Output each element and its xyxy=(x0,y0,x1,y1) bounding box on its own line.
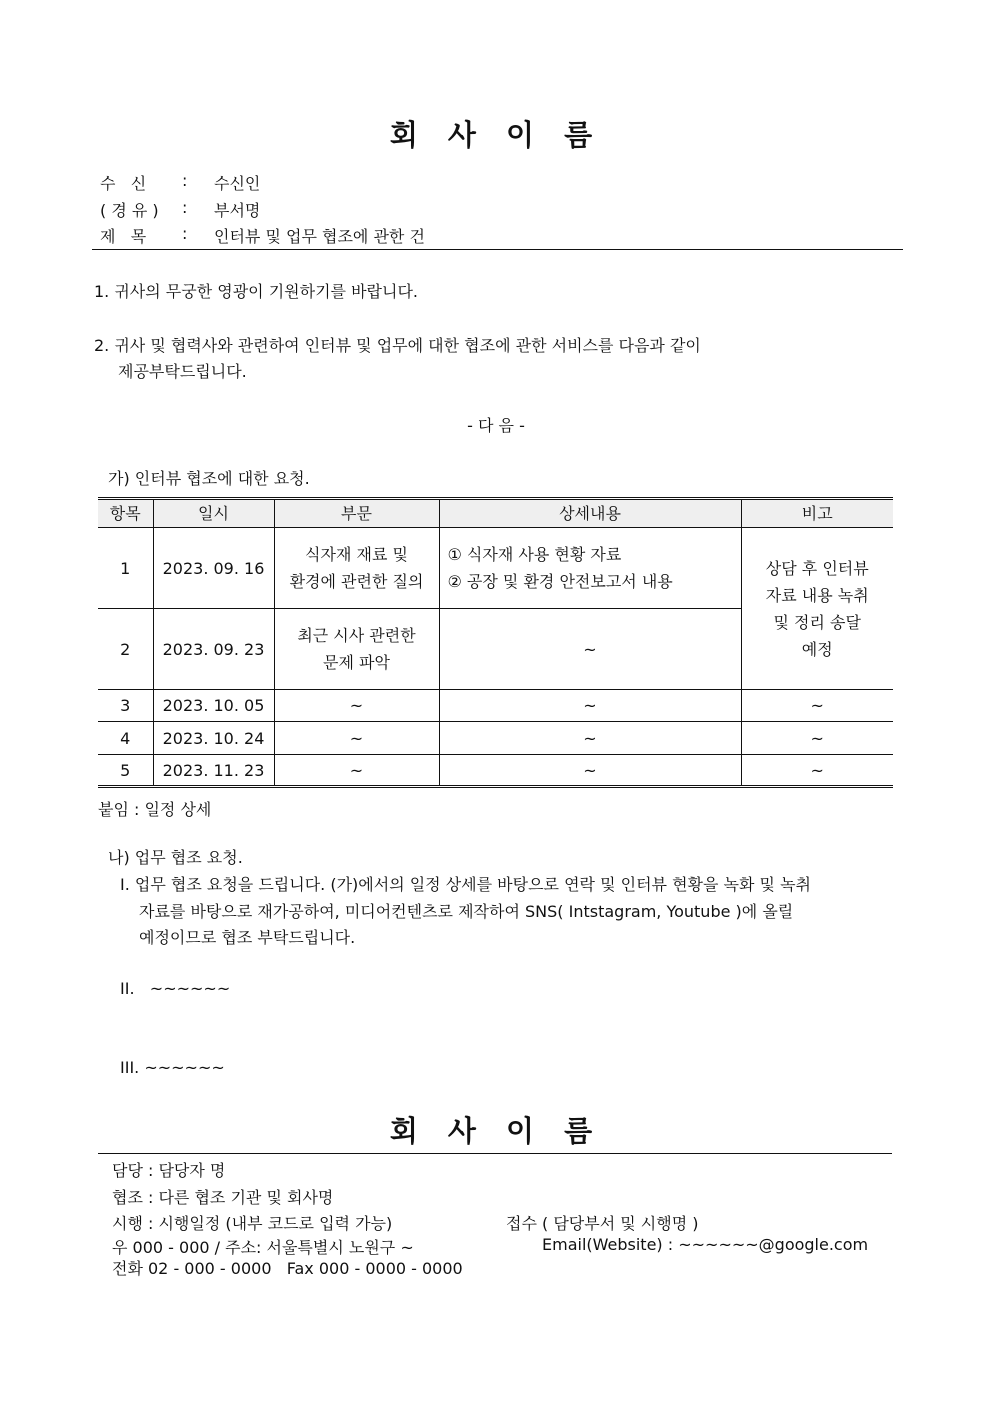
recipient-label: 수 신 xyxy=(100,174,147,193)
row-dept xyxy=(274,609,439,690)
footer-execution: 시행 : 시행일정 (내부 코드로 입력 가능) xyxy=(112,1214,393,1233)
via-label: ( 경 유 ) xyxy=(100,201,159,220)
row-detail-line: ① 식자재 사용 현황 자료 xyxy=(447,545,622,564)
table-row xyxy=(98,690,893,722)
row-date: 2023. 09. 16 xyxy=(153,528,274,609)
header-item: 항목 xyxy=(98,499,153,528)
subject-label: 제 목 xyxy=(100,227,147,246)
row-note: ~ xyxy=(741,690,893,722)
row-detail: ~ xyxy=(439,755,741,787)
item-3: III. ~~~~~~ xyxy=(120,1058,225,1077)
row-date: 2023. 11. 23 xyxy=(153,755,274,787)
row-date: 2023. 10. 24 xyxy=(153,722,274,755)
footer-manager: 담당 : 담당자 명 xyxy=(112,1161,226,1180)
footer-email: Email(Website) : ~~~~~~@google.com xyxy=(542,1235,869,1254)
section-b-title: 나) 업무 협조 요청. xyxy=(108,848,243,867)
item-2: II. ~~~~~~ xyxy=(120,979,231,998)
merged-note xyxy=(741,528,893,690)
footer-divider xyxy=(98,1153,892,1154)
row-dept: ~ xyxy=(274,755,439,787)
via-colon: : xyxy=(182,198,188,217)
row-detail: ~ xyxy=(439,722,741,755)
paragraph-1: 1. 귀사의 무궁한 영광이 기원하기를 바랍니다. xyxy=(94,282,418,301)
row-dept xyxy=(274,528,439,609)
subject-colon: : xyxy=(182,224,188,243)
merged-note-line: 상담 후 인터뷰 xyxy=(765,558,869,578)
row-dept-line: 환경에 관련한 질의 xyxy=(289,572,424,591)
subject-value: 인터뷰 및 업무 협조에 관한 건 xyxy=(214,227,425,246)
row-no: 2 xyxy=(98,609,153,690)
row-no: 3 xyxy=(98,690,153,722)
row-no: 5 xyxy=(98,755,153,787)
row-detail: ~ xyxy=(439,690,741,722)
item-1-line-3: 예정이므로 협조 부탁드립니다. xyxy=(139,928,356,947)
merged-note-line: 예정 xyxy=(801,639,833,659)
footer-reception: 접수 ( 담당부서 및 시행명 ) xyxy=(506,1214,699,1233)
footer-company-name: 회 사 이 름 xyxy=(389,1114,603,1148)
row-dept: ~ xyxy=(274,690,439,722)
page-title: 회 사 이 름 xyxy=(389,118,603,152)
recipient-value: 수신인 xyxy=(214,174,261,193)
row-date: 2023. 09. 23 xyxy=(153,609,274,690)
header-detail: 상세내용 xyxy=(439,499,741,528)
row-dept-line: 최근 시사 관련한 xyxy=(297,626,416,645)
row-note: ~ xyxy=(741,722,893,755)
merged-note-line: 자료 내용 녹취 xyxy=(765,585,869,605)
via-value: 부서명 xyxy=(214,201,261,220)
row-detail xyxy=(439,528,741,609)
header-date: 일시 xyxy=(153,499,274,528)
merged-note-line: 및 정리 송달 xyxy=(773,612,861,632)
table-header-row xyxy=(98,499,893,528)
item-1-line-1: I. 업무 협조 요청을 드립니다. (가)에서의 일정 상세를 바탕으로 연락 및 인터뷰 현황을 녹화 및 녹취 xyxy=(120,875,811,894)
schedule-table xyxy=(98,497,893,788)
footer-address: 우 000 - 000 / 주소: 서울특별시 노원구 ~ xyxy=(112,1238,414,1257)
row-no: 4 xyxy=(98,722,153,755)
paragraph-2-line-2: 제공부탁드립니다. xyxy=(118,362,247,381)
header-dept: 부문 xyxy=(274,499,439,528)
recipient-colon: : xyxy=(182,171,188,190)
header-note: 비고 xyxy=(741,499,893,528)
table-row xyxy=(98,722,893,755)
row-note: ~ xyxy=(741,755,893,787)
row-no: 1 xyxy=(98,528,153,609)
row-dept: ~ xyxy=(274,722,439,755)
section-a-title: 가) 인터뷰 협조에 대한 요청. xyxy=(108,469,310,488)
footer-phone: 전화 02 - 000 - 0000 Fax 000 - 0000 - 0000 xyxy=(112,1259,463,1278)
paragraph-2-line-1: 2. 귀사 및 협력사와 관련하여 인터뷰 및 업무에 대한 협조에 관한 서비스를 다음과 같이 xyxy=(94,336,701,355)
header-divider xyxy=(92,249,903,250)
row-detail: ~ xyxy=(439,609,741,690)
row-dept-line: 문제 파악 xyxy=(323,653,390,672)
table-row xyxy=(98,528,893,609)
row-date: 2023. 10. 05 xyxy=(153,690,274,722)
item-1-line-2: 자료를 바탕으로 재가공하여, 미디어컨텐츠로 제작하여 SNS( Intstagram, Youtube )에 올릴 xyxy=(139,902,794,921)
row-dept-line: 식자재 재료 및 xyxy=(305,545,408,564)
table-row xyxy=(98,755,893,787)
attachment-note: 붙임 : 일정 상세 xyxy=(98,800,212,819)
next-heading: - 다 음 - xyxy=(467,416,525,435)
footer-cooperation: 협조 : 다른 협조 기관 및 회사명 xyxy=(112,1188,334,1207)
row-detail-line: ② 공장 및 환경 안전보고서 내용 xyxy=(447,572,673,591)
